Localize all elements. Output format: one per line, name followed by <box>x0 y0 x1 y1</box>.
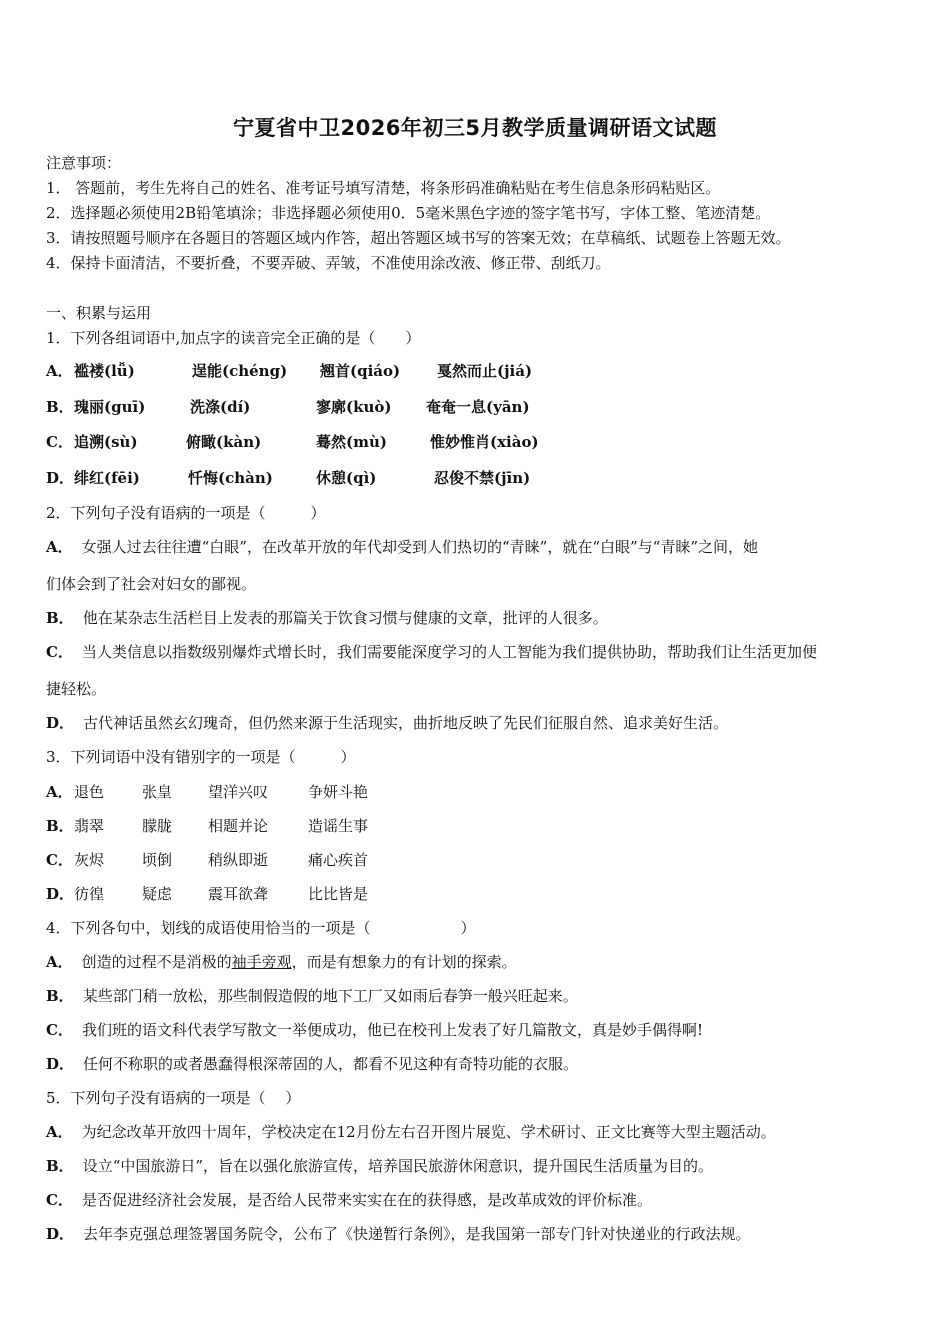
page-title: 宁夏省中卫2026年初三5月教学质量调研语文试题 <box>232 116 718 140</box>
q3-word: 退色 <box>74 783 105 801</box>
q5-option-a <box>46 1121 776 1142</box>
q1-word: 蓦然(mù) <box>316 433 387 451</box>
option-label: C． <box>46 1021 73 1039</box>
q3-word: 翡翠 <box>74 817 105 835</box>
q1-word: 翘首(qiáo) <box>320 362 401 380</box>
option-text: 设立“中国旅游日”，旨在以强化旅游宣传，培养国民旅游休闲意识，提升国民生活质量为目的。 <box>82 1157 714 1175</box>
option-text: ，而是有想象力的有计划的探索。 <box>291 953 517 971</box>
q5-option-d <box>46 1223 751 1244</box>
option-label: A． <box>46 953 73 971</box>
option-text: 去年李克强总理签署国务院令，公布了《快递暂行条例》，是我国第一部专门针对快递业的行政法规。 <box>83 1225 751 1243</box>
q3-word: 望洋兴叹 <box>208 783 269 801</box>
option-label: A． <box>46 362 73 380</box>
option-text: 某些部门稍一放松，那些制假造假的地下工厂又如雨后春笋一般兴旺起来。 <box>82 987 578 1005</box>
q1-word: 忍俊不禁(jīn) <box>434 469 531 487</box>
option-text: 我们班的语文科代表学写散文一举便成功，他已在校刊上发表了好几篇散文，真是妙手偶得啊! <box>81 1021 703 1039</box>
option-label: B． <box>46 1157 74 1175</box>
question-4-stem: 4．下列各句中，划线的成语使用恰当的一项是（ ） <box>46 919 476 937</box>
q3-word: 朦胧 <box>142 817 173 835</box>
option-text: 古代神话虽然玄幻瑰奇，但仍然来源于生活现实，曲折地反映了先民们征服自然、追求美好生活。 <box>83 714 729 732</box>
option-label: D． <box>46 1055 75 1073</box>
q3-word: 彷徨 <box>74 885 105 903</box>
q1-word: 追溯(sù) <box>74 433 138 451</box>
q1-word: 瑰丽(guī) <box>74 398 146 416</box>
q3-word: 稍纵即逝 <box>208 851 269 869</box>
option-text: 当人类信息以指数级别爆炸式增长时，我们需要能深度学习的人工智能为我们提供协助，帮助我们让生活更加便 <box>81 643 817 661</box>
q1-word: 逞能(chéng) <box>192 362 288 380</box>
q2-option-c <box>46 641 898 662</box>
q2-option-d <box>46 712 898 733</box>
q1-word: 忏悔(chàn) <box>188 469 273 487</box>
q3-word: 顷倒 <box>142 851 173 869</box>
option-label: C． <box>46 643 73 661</box>
q4-option-a <box>46 951 517 972</box>
option-label: A． <box>46 783 73 801</box>
q1-word: 俯瞰(kàn) <box>186 433 262 451</box>
q3-word: 痛心疾首 <box>308 851 369 869</box>
q3-word: 争妍斗艳 <box>308 783 369 801</box>
q2-option-b <box>46 607 898 628</box>
q3-word: 震耳欲聋 <box>208 885 269 903</box>
section-heading: 一、积累与运用 <box>46 304 152 322</box>
notice-item: 2．选择题必须使用2B铅笔填涂；非选择题必须使用0．5毫米黑色字迹的签字笔书写，字体工整、笔迹清楚。 <box>46 204 771 222</box>
option-label: B． <box>46 609 74 627</box>
q1-word: 绯红(fēi) <box>74 469 140 487</box>
option-label: D． <box>46 714 75 732</box>
q1-word: 褴褛(lǚ) <box>74 362 135 380</box>
q3-word: 疑虑 <box>142 885 173 903</box>
question-5-stem: 5．下列句子没有语病的一项是（ ） <box>46 1089 301 1107</box>
q3-word: 比比皆是 <box>308 885 369 903</box>
q2-option-a-continued: 们体会到了社会对妇女的鄙视。 <box>46 575 257 593</box>
underlined-idiom: 袖手旁观 <box>231 953 292 971</box>
notice-item: 3．请按照题号顺序在各题目的答题区域内作答，超出答题区域书写的答案无效；在草稿纸、试题卷上答题无效。 <box>46 229 791 247</box>
q4-option-d <box>46 1053 578 1074</box>
q5-option-c <box>46 1189 652 1210</box>
q1-word: 洗涤(dí) <box>190 398 251 416</box>
q2-option-a <box>46 536 898 557</box>
q3-word: 灰烬 <box>74 851 105 869</box>
option-label: A． <box>46 1123 73 1141</box>
option-text: 任何不称职的或者愚蠢得根深蒂固的人，都看不见这种有奇特功能的衣服。 <box>83 1055 579 1073</box>
option-text: 创造的过程不是消极的 <box>81 953 232 971</box>
q3-word: 造谣生事 <box>308 817 369 835</box>
q5-option-b <box>46 1155 713 1176</box>
option-text: 是否促进经济社会发展，是否给人民带来实实在在的获得感，是改革成效的评价标准。 <box>81 1191 652 1209</box>
notice-heading: 注意事项： <box>46 154 122 172</box>
option-label: C． <box>46 433 73 451</box>
option-text: 他在某杂志生活栏目上发表的那篇关于饮食习惯与健康的文章，批评的人很多。 <box>82 609 608 627</box>
notice-item: 4．保持卡面清洁，不要折叠，不要弄破、弄皱，不准使用涂改液、修正带、刮纸刀。 <box>46 254 611 272</box>
q1-word: 寥廓(kuò) <box>316 398 392 416</box>
option-label: A． <box>46 538 73 556</box>
notice-item: 1． 答题前，考生先将自己的姓名、准考证号填写清楚，将条形码准确粘贴在考生信息条形码粘贴区。 <box>46 179 721 197</box>
option-label: C． <box>46 1191 73 1209</box>
option-label: C． <box>46 851 73 869</box>
q2-option-c-continued: 捷轻松。 <box>46 680 107 698</box>
q1-word: 惟妙惟肖(xiào) <box>430 433 539 451</box>
option-text: 女强人过去往往遭“白眼”，在改革开放的年代却受到人们热切的“青睐”，就在“白眼”与“青睐”之间，她 <box>81 538 758 556</box>
option-label: B． <box>46 987 74 1005</box>
option-label: D． <box>46 1225 75 1243</box>
q1-word: 戛然而止(jiá) <box>437 362 533 380</box>
option-label: D． <box>46 469 75 487</box>
q1-word: 休憩(qì) <box>316 469 377 487</box>
question-1-stem: 1．下列各组词语中,加点字的读音完全正确的是（ ） <box>46 329 421 347</box>
q4-option-c <box>46 1019 703 1040</box>
option-label: B． <box>46 817 74 835</box>
q3-word: 张皇 <box>142 783 173 801</box>
q3-word: 相题并论 <box>208 817 269 835</box>
question-2-stem: 2．下列句子没有语病的一项是（ ） <box>46 504 326 522</box>
option-text: 为纪念改革开放四十周年，学校决定在12月份左右召开图片展览、学术研讨、正文比赛等大型主题活动。 <box>81 1123 776 1141</box>
question-3-stem: 3．下列词语中没有错别字的一项是（ ） <box>46 748 356 766</box>
option-label: B． <box>46 398 74 416</box>
q4-option-b <box>46 985 578 1006</box>
q1-word: 奄奄一息(yān) <box>426 398 530 416</box>
option-label: D． <box>46 885 75 903</box>
